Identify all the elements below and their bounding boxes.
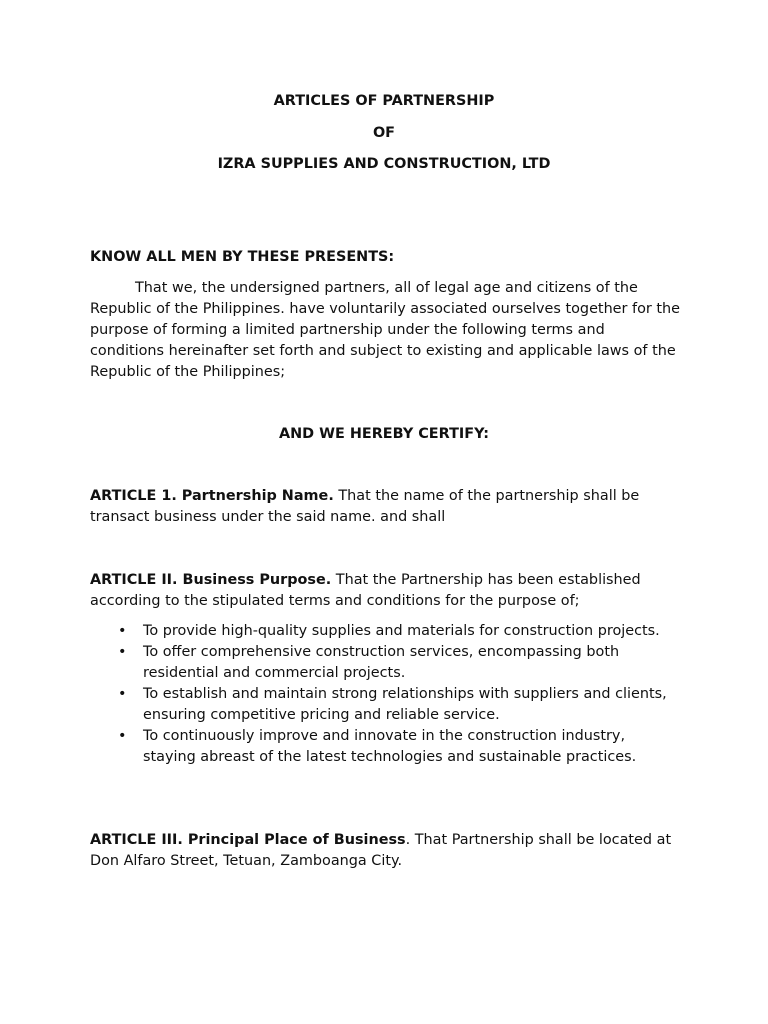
article-1-text: That the name of the partnership shall be transact business under the said name. and shall [90,488,640,525]
article-3-text: . That Partnership shall be located at Don Alfaro Street, Tetuan, Zamboanga City. [90,832,672,869]
article-3-label: ARTICLE III. Principal Place of Business [90,832,406,848]
article-2-label: ARTICLE II. Business Purpose. [90,572,332,588]
article-2-text: That the Partnership has been established according to the stipulated terms and conditions for the purpose of; [90,572,641,609]
business-purpose-list [90,621,680,768]
list-item-text: To offer comprehensive construction services, encompassing both residential and commercial projects. [143,644,620,681]
list-item-text: To establish and maintain strong relationships with suppliers and clients, ensuring competitive pricing and reliable service. [143,686,667,723]
preamble-heading: KNOW ALL MEN BY THESE PRESENTS: [90,249,395,265]
list-item [90,621,680,642]
bullet-icon: • [118,728,127,744]
article-3 [90,830,680,872]
preamble-text: That we, the undersigned partners, all of legal age and citizens of the Republic of the Philippines. have voluntarily associated ourselves together for the purpose of forming a limited partnership under the following terms and conditions hereinafter set forth and subject to existing and applicable laws of the Republic of the Philippines; [90,280,681,380]
document-title-line1: ARTICLES OF PARTNERSHIP [273,93,495,109]
list-item-text: To continuously improve and innovate in the construction industry, staying abreast of the latest technologies and sustainable practices. [143,728,637,765]
article-1 [90,486,680,528]
list-item [90,642,680,684]
bullet-icon: • [118,623,127,639]
article-1-label: ARTICLE 1. Partnership Name. [90,488,334,504]
list-item [90,726,680,768]
document-title-line2: OF [372,125,396,141]
preamble-paragraph [90,278,680,383]
article-2 [90,570,680,612]
document-title-line3: IZRA SUPPLIES AND CONSTRUCTION, LTD [217,156,551,172]
bullet-icon: • [118,644,127,660]
list-item-text: To provide high-quality supplies and materials for construction projects. [143,623,660,639]
bullet-icon: • [118,686,127,702]
certify-heading: AND WE HEREBY CERTIFY: [279,426,489,442]
list-item [90,684,680,726]
